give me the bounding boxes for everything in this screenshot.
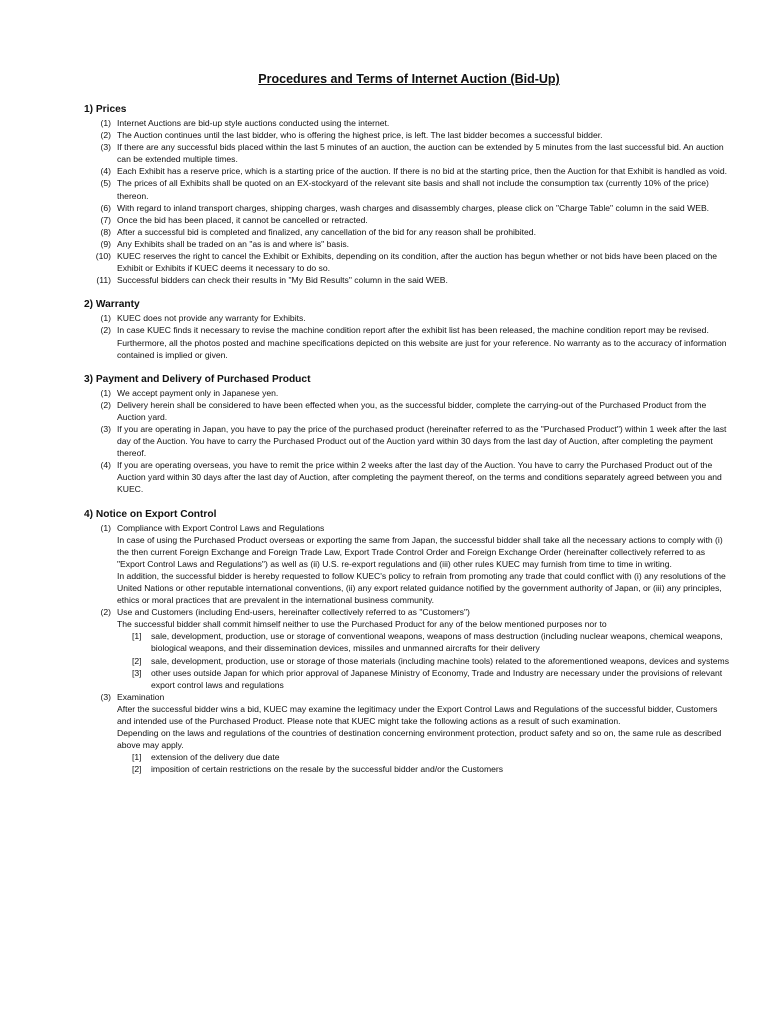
section-heading: 3) Payment and Delivery of Purchased Product — [84, 373, 311, 385]
section-export-control — [84, 508, 734, 776]
section-prices — [84, 103, 734, 286]
list-item: (2) The Auction continues until the last bidder, who is offering the highest price, is left. The last bidder becomes a successful bidder. — [100, 130, 603, 141]
list-item: (2) In case KUEC finds it necessary to revise the machine condition report after the exhibit list has been released, the machine condition report may be revised. Furthermore, all the photos posted and machine specifications depicted on this website are just for your reference. No warranty as to the accuracy of information contained is implied or given. — [100, 325, 727, 360]
paragraph: In case of using the Purchased Product overseas or exporting the same from Japan, the successful bidder shall take all the necessary actions to comply with (i) the then current Foreign Exchange and Foreign Trade Law, Export Trade Control Order and Foreign Exchange Order (hereinafter collectively referred to as "Export Control Laws and Regulations") as well as (ii) U.S. re-export regulations and (iii) other rules KUEC may furnish from time to time in writing. — [117, 534, 723, 569]
sub-item: [1] sale, development, production, use or storage of conventional weapons, weapons of mass destruction (including nuclear weapons, chemical weapons, biological weapons, and their dissemination devices, missiles and unmanned aircrafts for their delivery — [132, 631, 723, 654]
list-item: (6) With regard to inland transport charges, shipping charges, wash charges and disassembly charges, please click on "Charge Table" column in the said WEB. — [100, 202, 710, 213]
paragraph: The successful bidder shall commit himself neither to use the Purchased Product for any of the below mentioned purposes nor to — [117, 619, 607, 630]
list-item: (4) If you are operating overseas, you have to remit the price within 2 weeks after the last day of the Auction. You have to carry the Purchased Product out of the Auction yard within 30 days after the last day of Auction, after completing the payment thereof, on the terms and conditions separately agreed between you and KUEC. — [100, 460, 722, 495]
sub-item: [1] extension of the delivery due date — [132, 752, 280, 763]
list-item: (2) Use and Customers (including End-users, hereinafter collectively referred to as "Customers") The successful bidder shall commit himself neither to use the Purchased Product for any of the below mentioned purposes nor to [1] sale, development, production, use or storage of conventional weapons, weapons of mass destruction (including nuclear weapons, chemical weapons, biological weapons, and their dissemination devices, missiles and unmanned aircrafts for their delivery [2] sale, development, production, use or storage of those materials (including machine tools) related to the aforementioned weapons, devices and systems [3] other uses outside Japan for which prior approval of Japanese Ministry of Economy, Trade and Industry are necessary under the provisions of relevant export control laws and regulations — [84, 606, 734, 691]
item-label: Examination — [117, 691, 165, 702]
list-item: (1) Compliance with Export Control Laws and Regulations In case of using the Purchased Product overseas or exporting the same from Japan, the successful bidder shall take all the necessary actions to comply with (i) the then current Foreign Exchange and Foreign Trade Law, Export Trade Control Order and Foreign Exchange Order (hereinafter collectively referred to as "Export Control Laws and Regulations") as well as (ii) U.S. re-export regulations and (iii) other rules KUEC may furnish from time to time in writing. In addition, the successful bidder is hereby requested to follow KUEC's policy to refrain from promoting any trade that could conflict with (i) any resolutions of the United Nations or other reputable international conventions, (ii) any export related guidance notified by the government authority of Japan, or (iii) any principles, ethics or moral practices that are prevalent in the international business community. — [84, 522, 734, 607]
paragraph: After the successful bidder wins a bid, KUEC may examine the legitimacy under the Export Control Laws and Regulations of the successful bidder, Customers and intended use of the Purchased Product. Please note that KUEC might take the following actions as a result of such examination. — [117, 703, 718, 727]
list-item: (5) The prices of all Exhibits shall be quoted on an EX-stockyard of the relevant site basis and shall not include the consumption tax (currently 10% of the price) thereon. — [100, 178, 709, 201]
document — [84, 72, 734, 788]
list-item: (2) Delivery herein shall be considered to have been effected when you, as the successful bidder, complete the carrying-out of the Purchased Product from the Auction yard. — [100, 399, 707, 422]
paragraph: In addition, the successful bidder is hereby requested to follow KUEC's policy to refrain from promoting any trade that could conflict with (i) any resolutions of the United Nations or other reputable international conventions, (ii) any export related guidance notified by the government authority of Japan, or (iii) any principles, ethics or moral practices that are prevalent in the international business community. — [117, 570, 726, 606]
page-title: Procedures and Terms of Internet Auction (Bid-Up) — [258, 72, 560, 86]
list-item: (7) Once the bid has been placed, it cannot be cancelled or retracted. — [100, 214, 368, 225]
list-item: (1) We accept payment only in Japanese yen. — [100, 387, 279, 398]
list-item: (8) After a successful bid is completed and finalized, any cancellation of the bid for any reason shall be prohibited. — [100, 226, 536, 237]
section-heading: 2) Warranty — [84, 299, 140, 311]
paragraph: Depending on the laws and regulations of the countries of destination concerning environment protection, product safety and so on, the same rule as described above may apply. — [117, 728, 722, 751]
sub-item: [2] sale, development, production, use or storage of those materials (including machine tools) related to the aforementioned weapons, devices and systems — [132, 655, 730, 666]
section-warranty — [84, 298, 734, 360]
list-item: (1) KUEC does not provide any warranty for Exhibits. — [100, 313, 306, 324]
list-item: (1) Internet Auctions are bid-up style auctions conducted using the internet. — [100, 118, 390, 128]
item-label: Use and Customers (including End-users, hereinafter collectively referred to as "Customers") — [117, 607, 470, 618]
list-item: (11) Successful bidders can check their results in "My Bid Results" column in the said WEB. — [96, 275, 448, 286]
section-payment-delivery — [84, 373, 734, 496]
list-item: (3) Examination After the successful bidder wins a bid, KUEC may examine the legitimacy under the Export Control Laws and Regulations of the successful bidder, Customers and intended use of the Purchased Product. Please note that KUEC might take the following actions as a result of such examination. Depending on the laws and regulations of the countries of destination concerning environment protection, product safety and so on, the same rule as described above may apply. [1] extension of the delivery due date [2] imposition of certain restrictions on the resale by the successful bidder and/or the Customers — [84, 691, 734, 776]
section-heading: 1) Prices — [84, 104, 127, 115]
item-label: Compliance with Export Control Laws and Regulations — [117, 522, 325, 533]
list-item: (9) Any Exhibits shall be traded on an "as is and where is" basis. — [100, 238, 350, 249]
list-item: (3) If you are operating in Japan, you have to pay the price of the purchased product (hereinafter referred to as the "Purchased Product") within 1 week after the last day of the Auction. You have to carry the Purchased Product out of the Auction yard within 30 days from the last day of Auction, after completing the payment thereof. — [100, 423, 727, 459]
list-item: (4) Each Exhibit has a reserve price, which is a starting price of the auction. If there is no bid at the starting price, then the Auction for that Exhibit is handled as void. — [100, 166, 728, 177]
list-item: (3) If there are any successful bids placed within the last 5 minutes of an auction, the auction can be extended by 5 minutes from the last successful bid. An auction can be extended multiple times. — [100, 142, 724, 165]
list-item: (10) KUEC reserves the right to cancel the Exhibit or Exhibits, depending on its condition, after the auction has begun whether or not bids have been placed on the Exhibit or Exhibits if KUEC deems it necessary to do so. — [95, 251, 718, 274]
sub-item: [2] imposition of certain restrictions on the resale by the successful bidder and/or the Customers — [132, 764, 504, 775]
sub-item: [3] other uses outside Japan for which prior approval of Japanese Ministry of Economy, Trade and Industry are necessary under the provisions of relevant export control laws and regulations — [132, 667, 723, 690]
section-heading: 4) Notice on Export Control — [84, 508, 217, 520]
